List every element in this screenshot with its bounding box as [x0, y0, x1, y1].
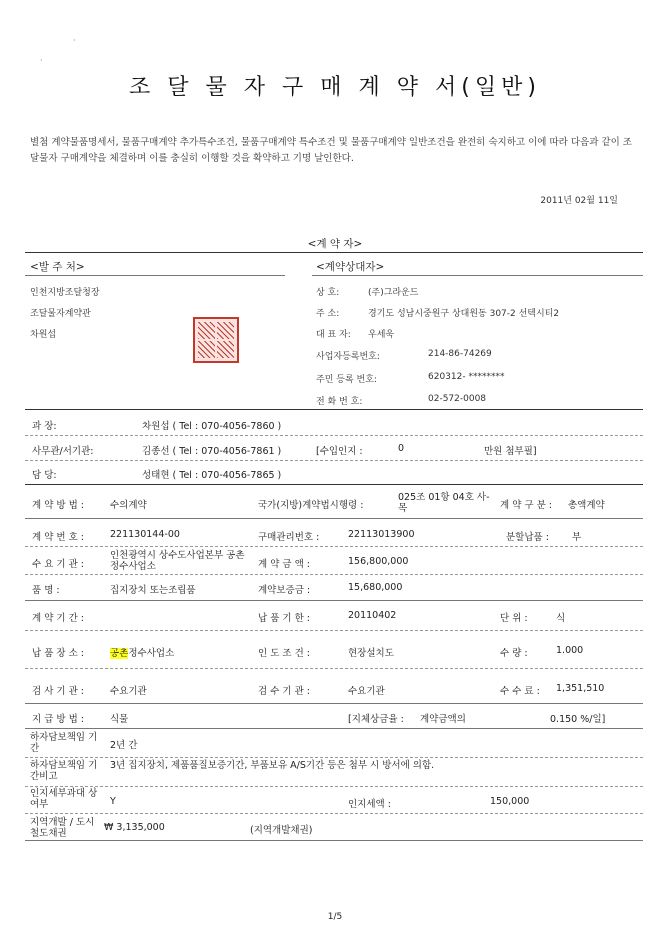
demand: 인천광역시 상수도사업본부 공촌정수사업소 — [110, 550, 245, 572]
divider — [25, 600, 643, 601]
divider — [25, 668, 643, 669]
pay-label: 지 급 방 법 : — [32, 714, 84, 725]
chief-label: 과 장: — [32, 421, 57, 432]
divider — [25, 460, 643, 461]
bond-label: 지역개발 / 도시철도채권 — [30, 817, 95, 839]
warranty-period-label: 하자담보책임 기간 — [30, 732, 98, 754]
stamp-value: 0 — [398, 443, 405, 454]
scan-speck: · — [40, 56, 43, 65]
inspect-label: 검 사 기 관 : — [32, 686, 84, 697]
party-header: <계 약 자> — [307, 238, 363, 250]
tax-label: 인지세부과대 상여부 — [30, 788, 98, 810]
contract-no-label: 계 약 번 호 : — [32, 532, 84, 543]
divider — [25, 409, 643, 410]
penalty-label: [지체상금율 : — [348, 714, 404, 725]
qty: 1.000 — [556, 645, 584, 656]
divider — [25, 484, 643, 485]
divider — [25, 574, 643, 575]
rrn: 620312- ******** — [428, 372, 505, 382]
warranty-period: 2년 간 — [110, 740, 138, 751]
divider — [25, 703, 643, 704]
handover-label: 인 도 조 건 : — [258, 648, 310, 659]
manager-label: 담 당: — [32, 470, 57, 481]
contract-no: 221130144-00 — [110, 529, 180, 540]
address-label: 주 소: — [316, 309, 340, 319]
tax-amount: 150,000 — [490, 796, 530, 807]
amount: 156,800,000 — [348, 556, 409, 567]
mgmt-no-label: 구매관리번호 : — [258, 532, 320, 543]
mgmt-no: 22113013900 — [348, 529, 415, 540]
law-value: 025조 01항 04호 사-목 — [398, 492, 490, 514]
divider — [25, 786, 643, 787]
divider — [25, 840, 643, 841]
amount-label: 계 약 금 액 : — [258, 559, 310, 570]
demand-label: 수 요 기 관 : — [32, 559, 84, 570]
accept-label: 검 수 기 관 : — [258, 686, 310, 697]
tax: Y — [110, 796, 116, 807]
tax-amount-label: 인지세액 : — [348, 799, 391, 810]
divider — [25, 813, 643, 814]
contract-date: 2011년 02월 11일 — [540, 196, 618, 206]
place-rest: 정수사업소 — [128, 648, 175, 659]
delivery-date: 20110402 — [348, 610, 397, 621]
stamp-label: [수입인지 : — [316, 446, 363, 457]
divider — [25, 728, 643, 729]
manager: 성태현 ( Tel : 070-4056-7865 ) — [142, 470, 282, 481]
divider — [312, 275, 643, 276]
admin-label: 사무관/서기관: — [32, 446, 94, 457]
pay: 식물 — [110, 714, 129, 725]
penalty-basis: 계약금액의 — [420, 714, 466, 725]
unit: 식 — [556, 613, 566, 624]
accept: 수요기관 — [348, 686, 385, 697]
delivery-place — [110, 645, 174, 659]
warranty-note-label: 하자담보책임 기간비고 — [30, 760, 98, 782]
divider — [25, 252, 643, 253]
phone: 02-572-0008 — [428, 394, 487, 404]
admin: 김종선 ( Tel : 070-4056-7861 ) — [142, 446, 282, 457]
divider — [25, 518, 643, 519]
chief: 차원섭 ( Tel : 070-4056-7860 ) — [142, 421, 282, 432]
ceo-label: 대 표 자: — [316, 330, 351, 340]
company-name: (주)그라운드 — [368, 288, 419, 298]
fee: 1,351,510 — [556, 683, 605, 694]
orderer-header: <발 주 처> — [30, 261, 85, 273]
fee-label: 수 수 료 : — [500, 686, 540, 697]
address: 경기도 성남시중원구 상대원동 307-2 선텍시티2 — [368, 309, 560, 319]
item: 집지장치 또는조립품 — [110, 585, 196, 596]
document-title: 조 달 물 자 구 매 계 약 서(일반) — [129, 75, 541, 100]
split-label: 분할납품 : — [506, 532, 549, 543]
divider — [25, 275, 285, 276]
law-label: 국가(지방)계약법시행령 : — [258, 500, 364, 511]
delivery-date-label: 납 품 기 한 : — [258, 613, 310, 624]
divider — [25, 435, 643, 436]
contractor-header: <계약상대자> — [316, 261, 385, 273]
bond: ₩ 3,135,000 — [104, 822, 165, 833]
place-highlight: 공촌 — [110, 648, 129, 659]
ceo-name: 우세욱 — [368, 330, 395, 340]
inspect: 수요기관 — [110, 686, 147, 697]
deposit-label: 계약보증금 : — [258, 585, 311, 596]
penalty-rate: 0.150 %/일] — [550, 714, 606, 725]
divider — [25, 630, 643, 631]
divider — [25, 546, 643, 547]
deposit: 15,680,000 — [348, 582, 403, 593]
orderer-name: 차원섭 — [30, 330, 57, 340]
period-label: 계 약 기 간 : — [32, 613, 84, 624]
rrn-label: 주민 등록 번호: — [316, 375, 377, 385]
warranty-note: 3년 집지장치, 제품품질보증기간, 부품보유 A/S기간 등은 첨부 시 방서에 의함. — [110, 760, 435, 771]
method-label: 계 약 방 법 : — [32, 500, 84, 511]
company-label: 상 호: — [316, 288, 340, 298]
place-label: 납 품 장 소 : — [32, 648, 84, 659]
method: 수의계약 — [110, 500, 147, 511]
unit-label: 단 위 : — [500, 613, 528, 624]
phone-label: 전 화 번 호: — [316, 397, 363, 407]
intro-paragraph: 별첨 계약물품명세서, 물품구매계약 추가특수조건, 물품구매계약 특수조건 및 물품구매계약 일반조건을 완전히 숙지하고 이에 따라 다음과 같이 조달물자 구매계약을 체결하며 이를 충실히 이행할 것을 확약하고 기명 날인한다. — [30, 137, 632, 164]
page-number: 1/5 — [327, 912, 343, 922]
divider — [25, 757, 643, 758]
bizno-label: 사업자등록번호: — [316, 352, 380, 362]
bond-note: (지역개발채권) — [250, 825, 313, 836]
scan-speck: · — [73, 36, 76, 45]
contract-type: 총액계약 — [568, 500, 605, 511]
split: 부 — [572, 532, 582, 543]
qty-label: 수 량 : — [500, 648, 528, 659]
official-seal — [193, 317, 239, 363]
item-label: 품 명 : — [32, 585, 60, 596]
stamp-note: 만원 첨부필] — [484, 446, 537, 457]
orderer-office: 인천지방조달청장 — [30, 288, 100, 298]
orderer-officer: 조달물자계약관 — [30, 309, 91, 319]
bizno: 214-86-74269 — [428, 349, 492, 359]
handover: 현장설치도 — [348, 648, 394, 659]
contract-type-label: 계 약 구 분 : — [500, 500, 552, 511]
